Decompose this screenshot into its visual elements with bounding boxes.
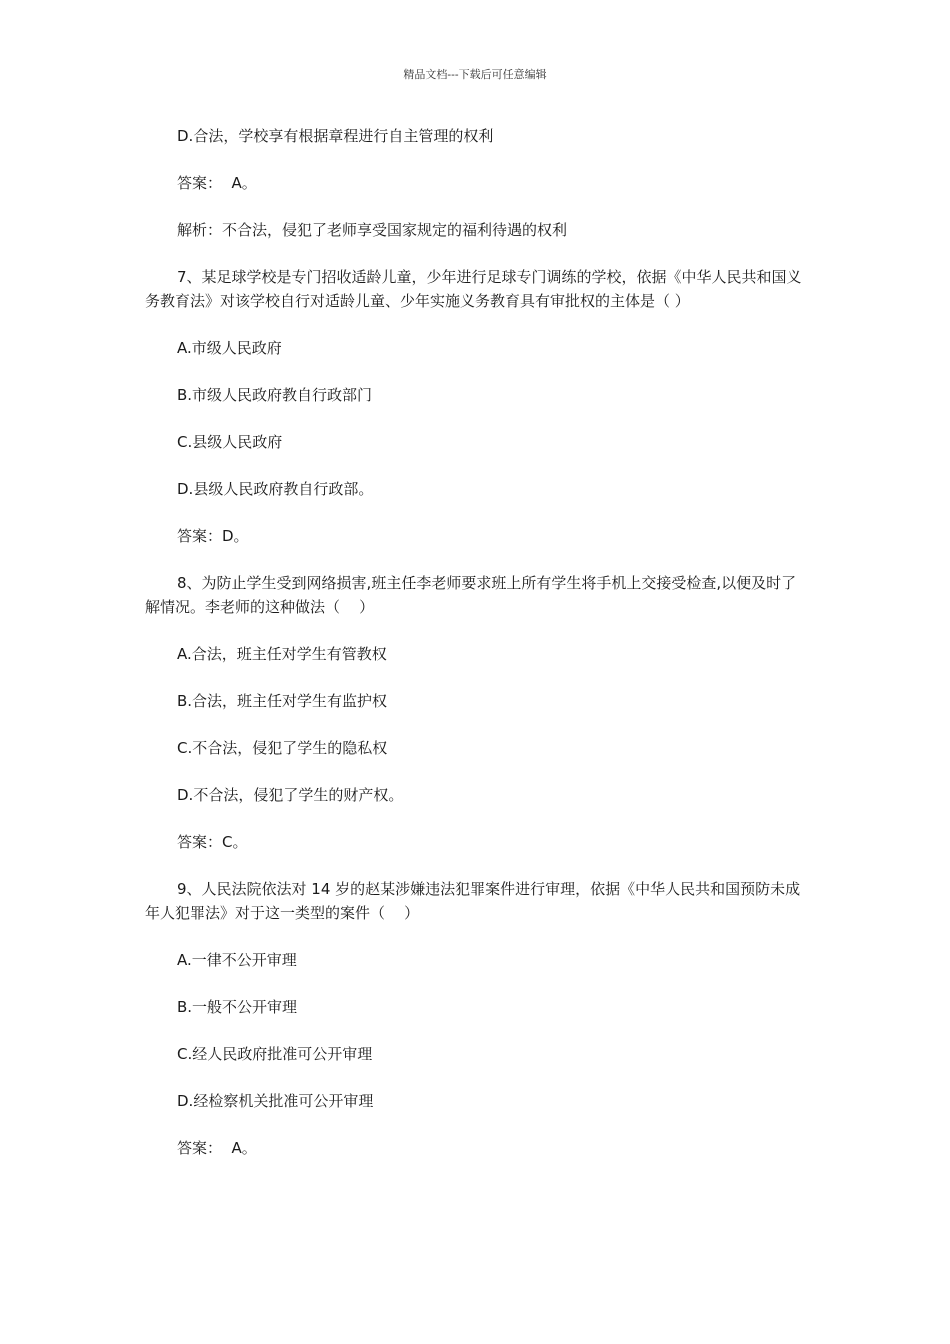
document-body: [145, 124, 810, 1183]
analysis-6: 解析：不合法，侵犯了老师享受国家规定的福利待遇的权利: [177, 221, 568, 239]
answer-8: 答案：C。: [177, 833, 248, 851]
question-8: 8、为防止学生受到网络损害,班主任李老师要求班上所有学生将手机上交接受检查,以便及时了解情况。李老师的这种做法（ ）: [145, 574, 797, 616]
page-header: 精品文档---下载后可任意编辑: [403, 68, 547, 81]
question-8-option-d: D.不合法，侵犯了学生的财产权。: [177, 786, 404, 804]
question-9-option-a: A.一律不公开审理: [177, 951, 297, 969]
question-8-option-b: B.合法，班主任对学生有监护权: [177, 692, 388, 710]
question-8-option-c: C.不合法，侵犯了学生的隐私权: [177, 739, 388, 757]
question-7-option-d: D.县级人民政府教自行政部。: [177, 480, 374, 498]
question-7-option-b: B.市级人民政府教自行政部门: [177, 386, 373, 404]
question-9-option-c: C.经人民政府批准可公开审理: [177, 1045, 373, 1063]
answer-6: 答案： A。: [177, 174, 257, 192]
question-8-option-a: A.合法，班主任对学生有管教权: [177, 645, 387, 663]
question-7-option-a: A.市级人民政府: [177, 339, 282, 357]
question-7: 7、某足球学校是专门招收适龄儿童，少年进行足球专门调练的学校，依据《中华人民共和国义务教育法》对该学校自行对适龄儿童、少年实施义务教育具有审批权的主体是（ ）: [145, 268, 802, 310]
answer-7: 答案：D。: [177, 527, 249, 545]
question-9-option-b: B.一般不公开审理: [177, 998, 298, 1016]
question-9-option-d: D.经检察机关批准可公开审理: [177, 1092, 374, 1110]
question-9: 9、人民法院依法对 14 岁的赵某涉嫌违法犯罪案件进行审理，依据《中华人民共和国预防未成年人犯罪法》对于这一类型的案件（ ）: [145, 880, 801, 922]
answer-9: 答案： A。: [177, 1139, 257, 1157]
question-7-option-c: C.县级人民政府: [177, 433, 283, 451]
option-d-prev: D.合法，学校享有根据章程进行自主管理的权利: [177, 127, 494, 145]
